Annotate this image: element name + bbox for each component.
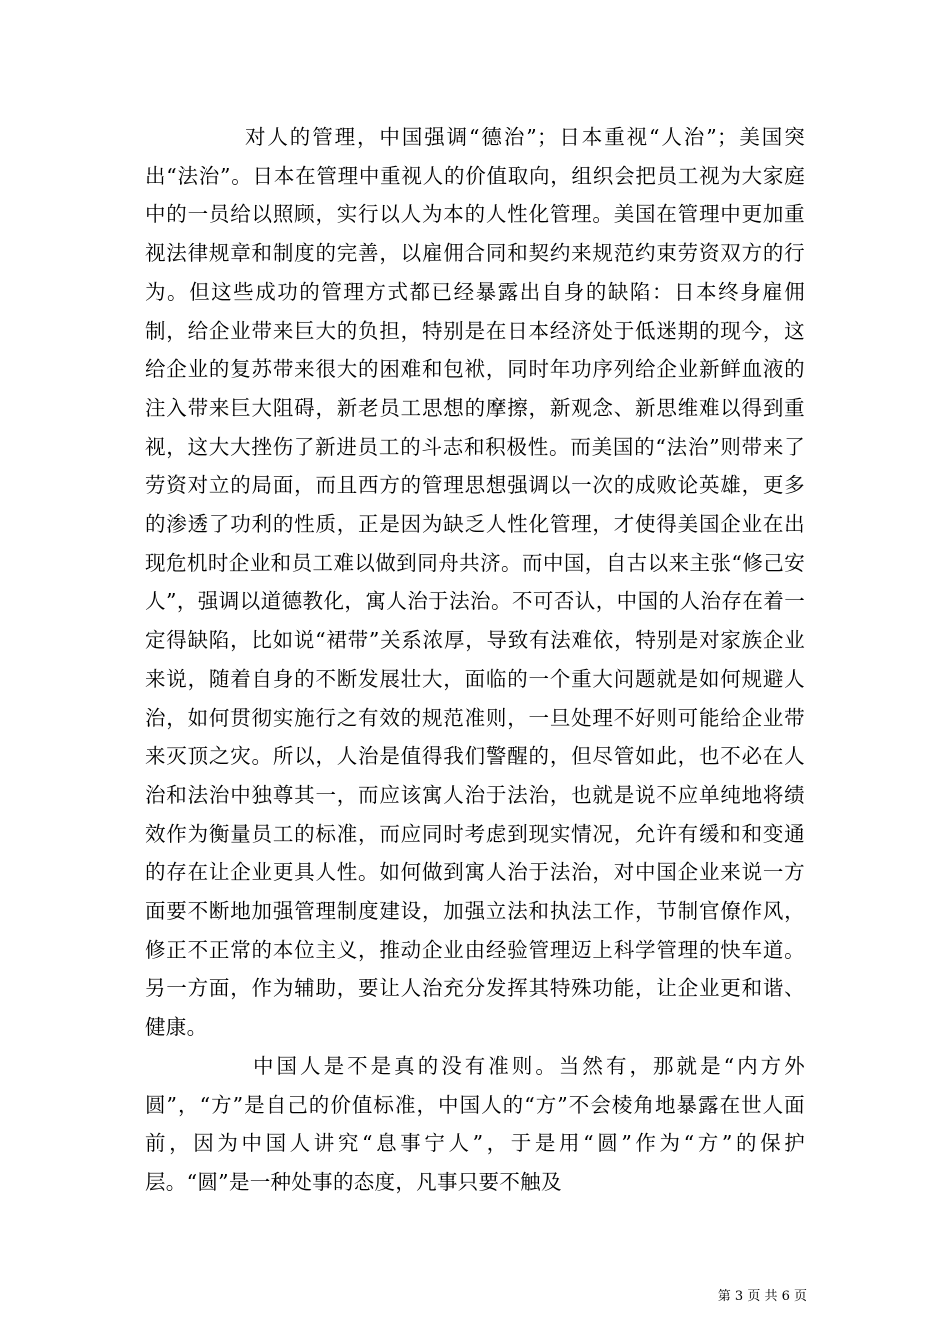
page-number-footer: 第 3 页 共 6 页 (717, 1289, 807, 1304)
paragraph-management-comparison: 对人的管理，中国强调“德治”；日本重视“人治”；美国突出“法治”。日本在管理中重视人的价值取向，组织会把员工视为大家庭中的一员给以照顾，实行以人为本的人性化管理。美国在管理中更加重视法律规章和制度的完善，以雇佣合同和契约来规范约束劳资双方的行为。但这些成功的管理方式都已经暴露出自身的缺陷：日本终身雇佣制，给企业带来巨大的负担，特别是在日本经济处于低迷期的现今，这给企业的复苏带来很大的困难和包袱，同时年功序列给企业新鲜血液的注入带来巨大阻碍，新老员工思想的摩擦，新观念、新思维难以得到重视，这大大挫伤了新进员工的斗志和积极性。而美国的“法治”则带来了劳资对立的局面，而且西方的管理思想强调以一次的成败论英雄，更多的渗透了功利的性质，正是因为缺乏人性化管理，才使得美国企业在出现危机时企业和员工难以做到同舟共济。而中国，自古以来主张“修己安人”，强调以道德教化，寓人治于法治。不可否认，中国的人治存在着一定得缺陷，比如说“裙带”关系浓厚，导致有法难依，特别是对家族企业来说，随着自身的不断发展壮大，面临的一个重大问题就是如何规避人治，如何贯彻实施行之有效的规范准则，一旦处理不好则可能给企业带来灭顶之灾。所以，人治是值得我们警醒的，但尽管如此，也不必在人治和法治中独尊其一，而应该寓人治于法治，也就是说不应单纯地将绩效作为衡量员工的标准，而应同时考虑到现实情况，允许有缓和和变通的存在让企业更具人性。如何做到寓人治于法治，对中国企业来说一方面要不断地加强管理制度建设，加强立法和执法工作，节制官僚作风，修正不正常的本位主义，推动企业由经验管理迈上科学管理的快车道。另一方面，作为辅助，要让人治充分发挥其特殊功能，让企业更和谐、健康。 (145, 125, 805, 1040)
body-text (145, 118, 805, 1202)
paragraph-inner-square-outer-round: 中国人是不是真的没有准则。当然有，那就是“内方外圆”，“方”是自己的价值标准，中国人的“方”不会棱角地暴露在世人面前，因为中国人讲究“息事宁人”，于是用“圆”作为“方”的保护层。“圆”是一种处事的态度，凡事只要不触及 (145, 1053, 805, 1194)
